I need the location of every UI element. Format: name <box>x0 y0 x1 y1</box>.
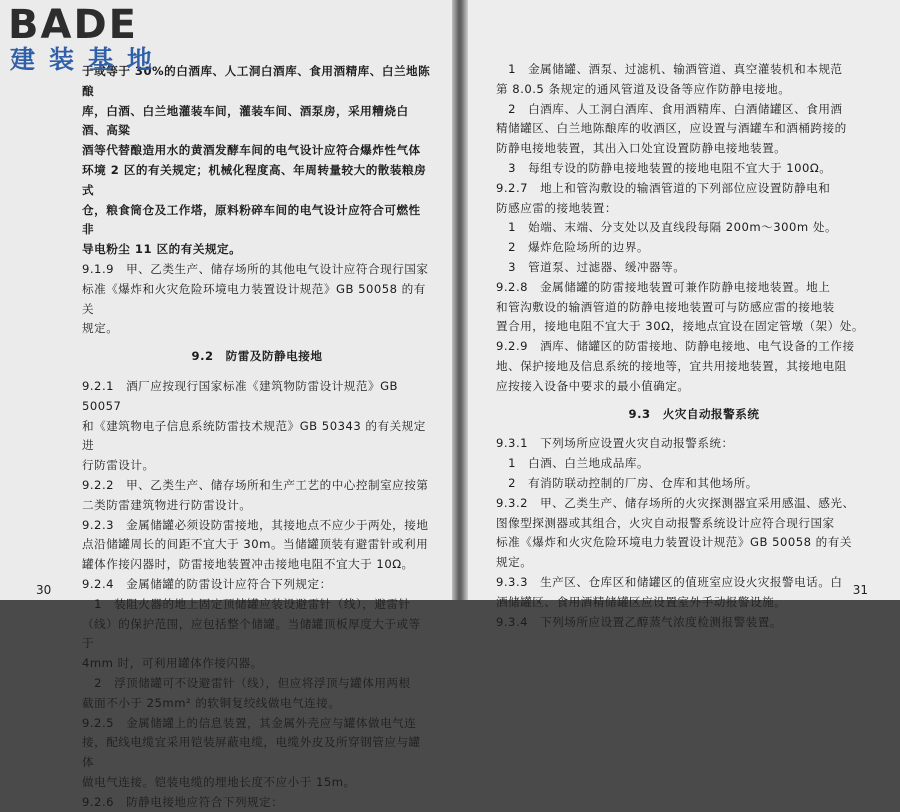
text-line: 标准《爆炸和火灾危险环境电力装置设计规范》GB 50058 的有关 <box>82 281 426 316</box>
text-line: 环境 2 区的有关规定；机械化程度高、年周转量较大的散装粮房式 <box>82 162 427 197</box>
book-gutter <box>452 0 468 600</box>
text-line: 接，配线电缆宜采用铠装屏蔽电缆，电缆外皮及所穿钢管应与罐体 <box>82 735 421 770</box>
text-line: 规定。 <box>496 555 533 570</box>
text-line: 2 白酒库、人工洞白酒库、食用酒精库、白酒储罐区、食用酒 <box>496 101 843 116</box>
text-line: 标准《爆炸和火灾危险环境电力装置设计规范》GB 50058 的有关 <box>496 535 852 550</box>
text-line: 2 有消防联动控制的厂房、仓库和其他场所。 <box>496 475 758 490</box>
text-line: 图像型探测器或其组合，火灾自动报警系统设计应符合现行国家 <box>496 515 835 530</box>
logo-brand: BADE <box>8 2 138 48</box>
text-line: 9.2.2 甲、乙类生产、储存场所和生产工艺的中心控制室应按第 <box>82 477 429 492</box>
text-line: 1 始端、末端、分支处以及直线段每隔 200m～300m 处。 <box>496 220 838 235</box>
text-line: 9.3.3 生产区、仓库区和储罐区的值班室应设火灾报警电话。白 <box>496 574 843 589</box>
right-page <box>468 0 900 629</box>
text-line: 1 白酒、白兰地成品库。 <box>496 456 650 471</box>
text-line: 二类防雷建筑物进行防雷设计。 <box>82 497 252 512</box>
text-line: 3 每组专设的防静电接地装置的接地电阻不宜大于 100Ω。 <box>496 160 832 175</box>
text-line: 9.1.9 甲、乙类生产、储存场所的其他电气设计应符合现行国家 <box>82 261 429 276</box>
text-line: 行防雷设计。 <box>82 458 155 473</box>
text-line: 2 爆炸危险场所的边界。 <box>496 240 650 255</box>
text-line: 9.2.1 酒厂应按现行国家标准《建筑物防雷设计规范》GB 50057 <box>82 378 399 413</box>
text-line: （线）的保护范围，应包括整个储罐。当储罐顶板厚度大于或等于 <box>82 616 421 651</box>
logo-tagline: 建装基地 <box>10 45 167 74</box>
text-line: 第 8.0.5 条规定的通风管道及设备等应作防静电接地。 <box>496 81 791 96</box>
text-line: 地、保护接地及信息系统的接地等，宜共用接地装置，其接地电阻 <box>496 358 847 373</box>
text-line: 酒等代替酿造用水的黄酒发酵车间的电气设计应符合爆炸性气体 <box>82 143 421 158</box>
text-line: 4mm 时，可利用罐体作接闪器。 <box>82 656 263 671</box>
text-line: 9.2.6 防静电接地应符合下列规定： <box>82 794 284 809</box>
text-line: 9.2.7 地上和管沟敷设的输酒管道的下列部位应设置防静电和 <box>496 180 831 195</box>
text-line: 应按接入设备中要求的最小值确定。 <box>496 378 690 393</box>
text-line: 防静电接地装置，其出入口处宜设置防静电接地装置。 <box>496 141 787 156</box>
text-line: 点沿储罐周长的间距不宜大于 30m。当储罐顶装有避雷针或利用 <box>82 537 429 552</box>
text-line: 导电粉尘 11 区的有关规定。 <box>82 242 242 257</box>
text-line: 2 浮顶储罐可不设避雷针（线），但应将浮顶与罐体用两根 <box>82 675 411 690</box>
text-line: 9.3.1 下列场所应设置火灾自动报警系统： <box>496 436 734 451</box>
text-line: 仓，粮食筒仓及工作塔，原料粉碎车间的电气设计应符合可燃性非 <box>82 202 421 237</box>
text-line: 9.2.3 金属储罐必须设防雷接地，其接地点不应少于两处，接地 <box>82 517 429 532</box>
text-line: 库，白酒、白兰地灌装车间，灌装车间、酒泵房，采用糟烧白酒、高粱 <box>82 103 409 138</box>
text-line: 9.3.2 甲、乙类生产、储存场所的火灾探测器宜采用感温、感光、 <box>496 495 855 510</box>
text-line: 于或等于 30%的白酒库、人工洞白酒库、食用酒精库、白兰地陈酿 <box>82 64 431 98</box>
text-line: 和《建筑物电子信息系统防雷技术规范》GB 50343 的有关规定进 <box>82 418 426 453</box>
page-number-right: 31 <box>852 583 868 597</box>
text-line: 9.2.4 金属储罐的防雷设计应符合下列规定： <box>82 576 332 591</box>
text-line: 9.3.4 下列场所应设置乙醇蒸气浓度检测报警装置。 <box>496 614 782 629</box>
right-text-column <box>496 60 892 632</box>
text-line: 9.2.9 酒库、储罐区的防雷接地、防静电接地、电气设备的工作接 <box>496 339 855 354</box>
section-heading: 9.2 防雷及防静电接地 <box>191 349 323 364</box>
text-line: 做电气连接。铠装电缆的埋地长度不应小于 15m。 <box>82 774 356 789</box>
text-line: 9.2.5 金属储罐上的信息装置，其金属外壳应与罐体做电气连 <box>82 715 417 730</box>
text-line: 3 管道泵、过滤器、缓冲器等。 <box>496 259 686 274</box>
section-heading: 9.3 火灾自动报警系统 <box>628 406 760 421</box>
page-number-left: 30 <box>36 583 52 597</box>
text-line: 截面不小于 25mm² 的软铜复绞线做电气连接。 <box>82 695 341 710</box>
text-line: 9.2.8 金属储罐的防雷接地装置可兼作防静电接地装置。地上 <box>496 279 831 294</box>
text-line: 1 装阻火器的地上固定顶储罐应装设避雷针（线），避雷针 <box>82 596 411 611</box>
text-line: 防感应雷的接地装置： <box>496 200 617 215</box>
bade-logo <box>8 4 166 74</box>
text-line: 规定。 <box>82 321 119 336</box>
text-line: 1 金属储罐、酒泵、过滤机、输酒管道、真空灌装机和本规范 <box>496 62 843 76</box>
text-line: 和管沟敷设的输酒管道的防静电接地装置可与防感应雷的接地装 <box>496 299 835 314</box>
text-line: 精储罐区、白兰地陈酿库的收酒区，应设置与酒罐车和酒桶跨接的 <box>496 121 847 136</box>
left-text-column <box>82 62 432 812</box>
text-line: 置合用，接地电阻不宜大于 30Ω，接地点宜设在固定管墩（架）处。 <box>496 319 864 334</box>
text-line: 酒储罐区、食用酒精储罐区应设置室外手动报警设施。 <box>496 594 787 609</box>
text-line: 罐体作接闪器时，防雷接地装置冲击接地电阻不宜大于 10Ω。 <box>82 557 414 572</box>
